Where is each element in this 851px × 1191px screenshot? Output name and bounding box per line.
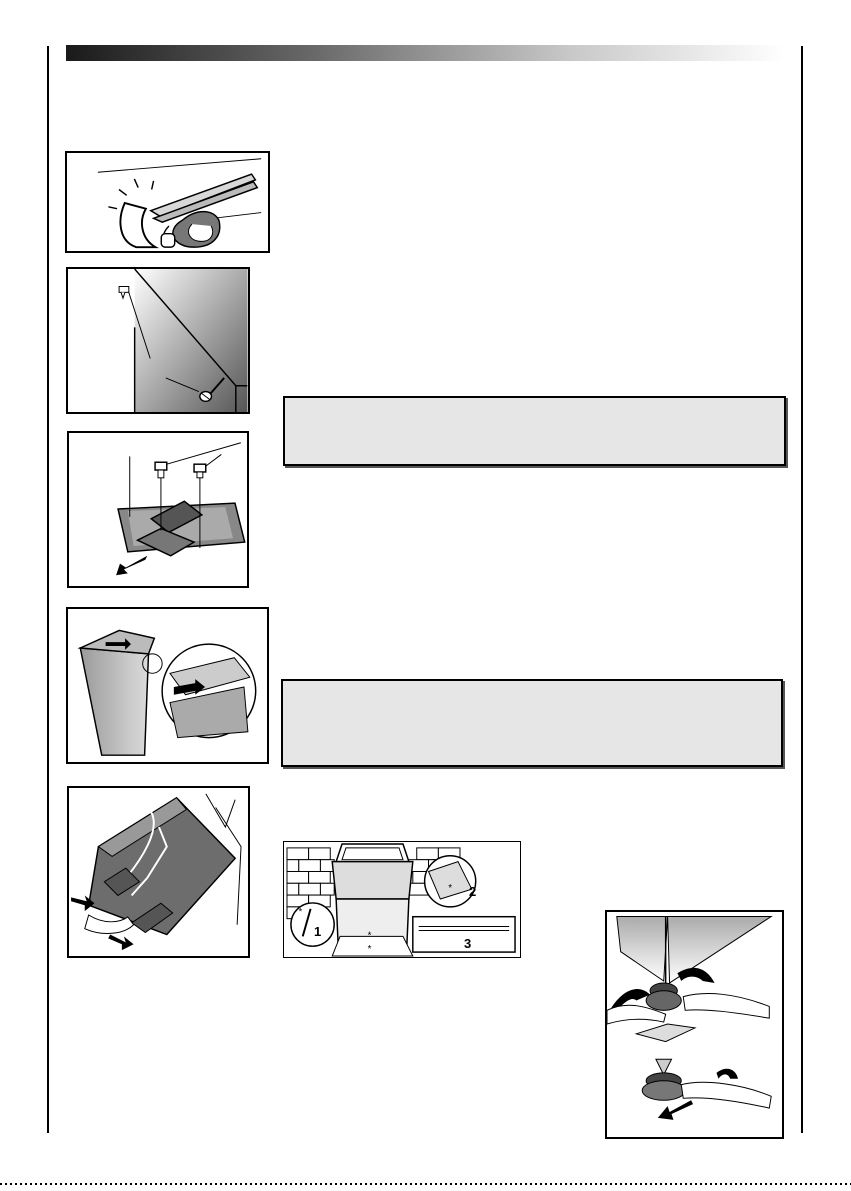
left-margin-line (47, 46, 49, 1133)
note-box-2 (281, 679, 783, 767)
bottom-dotted-line (0, 1183, 851, 1185)
note-box-1 (283, 396, 786, 466)
callout-number-1: 1 (314, 924, 322, 939)
svg-text:*: * (448, 883, 453, 895)
figure-installation-scene (283, 841, 521, 958)
callout-number-3: 3 (464, 936, 472, 951)
figure-cabinet-zoom (66, 607, 269, 764)
header-gradient-bar (66, 45, 785, 61)
right-margin-line (801, 46, 803, 1133)
figure-tilted-machine (67, 786, 250, 958)
svg-text:*: * (367, 930, 372, 942)
figure-hose-pliers (65, 151, 270, 253)
figure-transit-bracket (67, 431, 249, 588)
svg-text:*: * (298, 906, 303, 917)
callout-number-2: 2 (469, 884, 477, 899)
svg-text:*: * (367, 944, 372, 956)
figure-top-panel-screws (66, 267, 250, 414)
figure-adjusting-feet (605, 910, 784, 1139)
